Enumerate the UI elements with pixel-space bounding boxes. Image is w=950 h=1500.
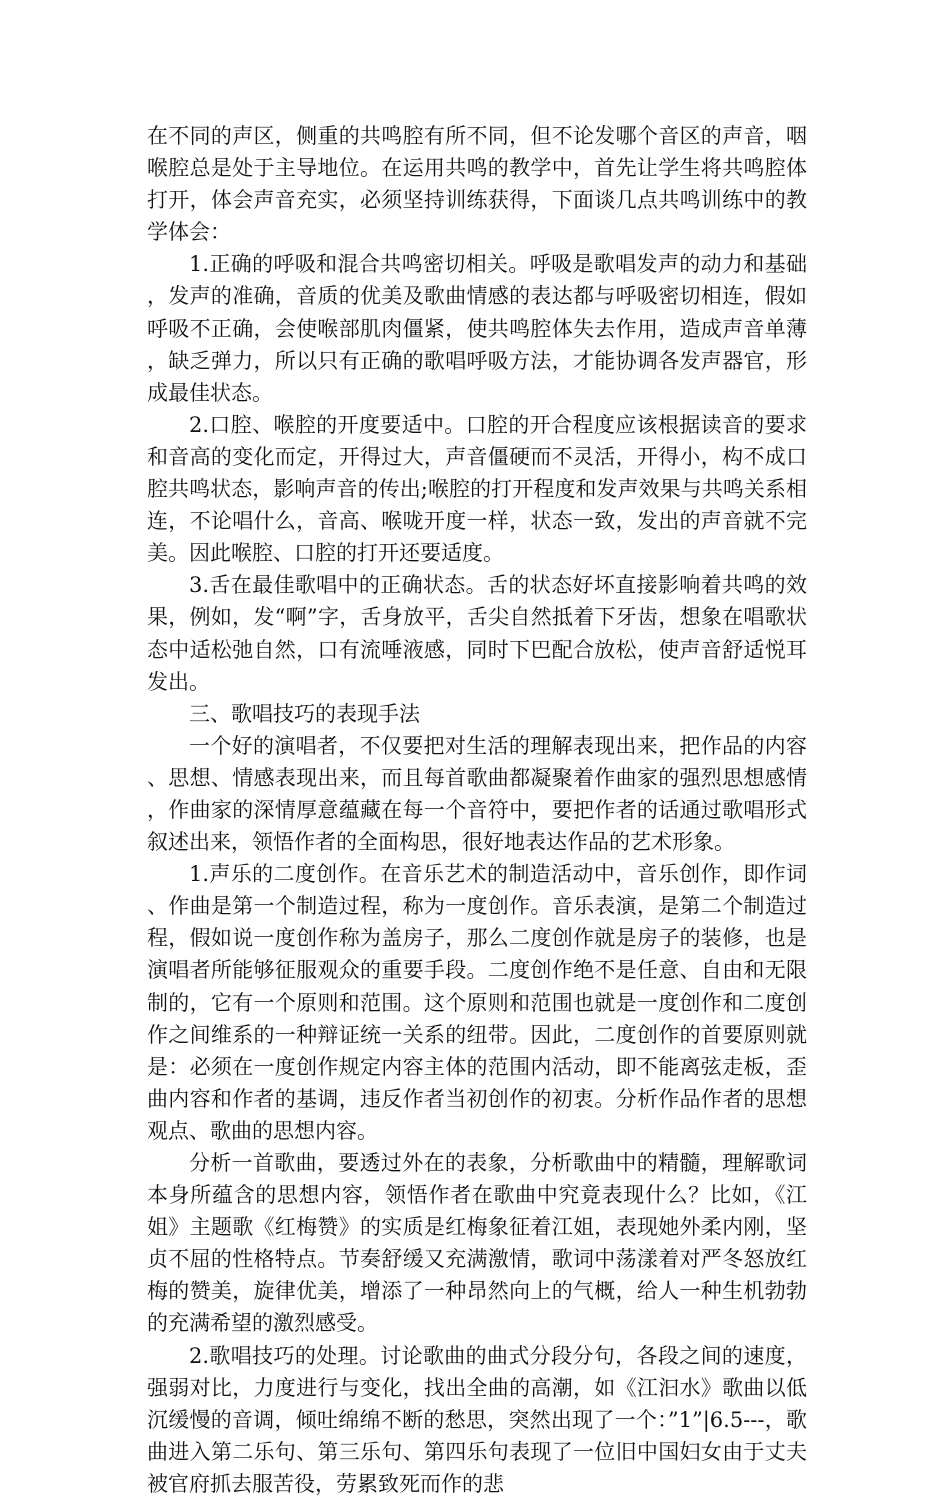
document-body (147, 120, 807, 1500)
paragraph-8: 2.歌唱技巧的处理。讨论歌曲的曲式分段分句，各段之间的速度，强弱对比，力度进行与变化，找出全曲的高潮，如《江汩水》歌曲以低沉缓慢的音调，倾吐绵绵不断的愁思，突然出现了一个：”1”|6.5---，歌曲进入第二乐句、第三乐句、第四乐句表现了一位旧中国妇女由于丈夫被官府抓去服苦役，劳累致死而作的悲 (147, 1343, 807, 1496)
paragraph-2: 1.正确的呼吸和混合共鸣密切相关。呼吸是歌唱发声的动力和基础，发声的准确，音质的优美及歌曲情感的表达都与呼吸密切相连，假如呼吸不正确，会使喉部肌肉僵紧，使共鸣腔体失去作用，造成声音单薄，缺乏弹力，所以只有正确的歌唱呼吸方法，才能协调各发声器官，形成最佳状态。 (147, 252, 807, 405)
paragraph-4: 3.舌在最佳歌唱中的正确状态。舌的状态好坏直接影响着共鸣的效果，例如，发“啊”字，舌身放平，舌尖自然抵着下牙齿，想象在唱歌状态中适松弛自然，口有流唾液感，同时下巴配合放松，使声音舒适悦耳发出。 (147, 573, 807, 694)
paragraph-3: 2.口腔、喉腔的开度要适中。口腔的开合程度应该根据读音的要求和音高的变化而定，开得过大，声音僵硬而不灵活，开得小，构不成口腔共鸣状态，影响声音的传出;喉腔的打开程度和发声效果与共鸣关系相连，不论唱什么，音高、喉咙开度一样，状态一致，发出的声音就不完美。因此喉腔、口腔的打开还要适度。 (147, 412, 807, 566)
paragraph-6: 1.声乐的二度创作。在音乐艺术的制造活动中，音乐创作，即作词、作曲是第一个制造过程，称为一度创作。音乐表演，是第二个制造过程，假如说一度创作称为盖房子，那么二度创作就是房子的装修，也是演唱者所能够征服观众的重要手段。二度创作绝不是任意、自由和无限制的，它有一个原则和范围。这个原则和范围也就是一度创作和二度创作之间维系的一种辩证统一关系的纽带。因此，二度创作的首要原则就是：必须在一度创作规定内容主体的范围内活动，即不能离弦走板，歪曲内容和作者的基调，违反作者当初创作的初衷。分析作品作者的思想观点、歌曲的思想内容。 (147, 862, 807, 1143)
section-heading: 三、歌唱技巧的表现手法 (189, 701, 420, 726)
paragraph-7: 分析一首歌曲，要透过外在的表象，分析歌曲中的精髓，理解歌词本身所蕴含的思想内容，领悟作者在歌曲中究竟表现什么？比如，《江姐》主题歌《红梅赞》的实质是红梅象征着江姐，表现她外柔内刚，坚贞不屈的性格特点。节奏舒缓又充满激情，歌词中荡漾着对严冬怒放红梅的赞美，旋律优美，增添了一种昂然向上的气概，给人一种生机勃勃的充满希望的激烈感受。 (147, 1151, 807, 1336)
paragraph-1: 在不同的声区，侧重的共鸣腔有所不同，但不论发哪个音区的声音，咽喉腔总是处于主导地位。在运用共鸣的教学中，首先让学生将共鸣腔体打开，体会声音充实，必须坚持训练获得，下面谈几点共鸣训练中的教学体会： (147, 124, 807, 245)
paragraph-5: 一个好的演唱者，不仅要把对生活的理解表现出来，把作品的内容、思想、情感表现出来，而且每首歌曲都凝聚着作曲家的强烈思想感情，作曲家的深情厚意蕴藏在每一个音符中，要把作者的话通过歌唱形式叙述出来，领悟作者的全面构思，很好地表达作品的艺术形象。 (147, 733, 807, 855)
